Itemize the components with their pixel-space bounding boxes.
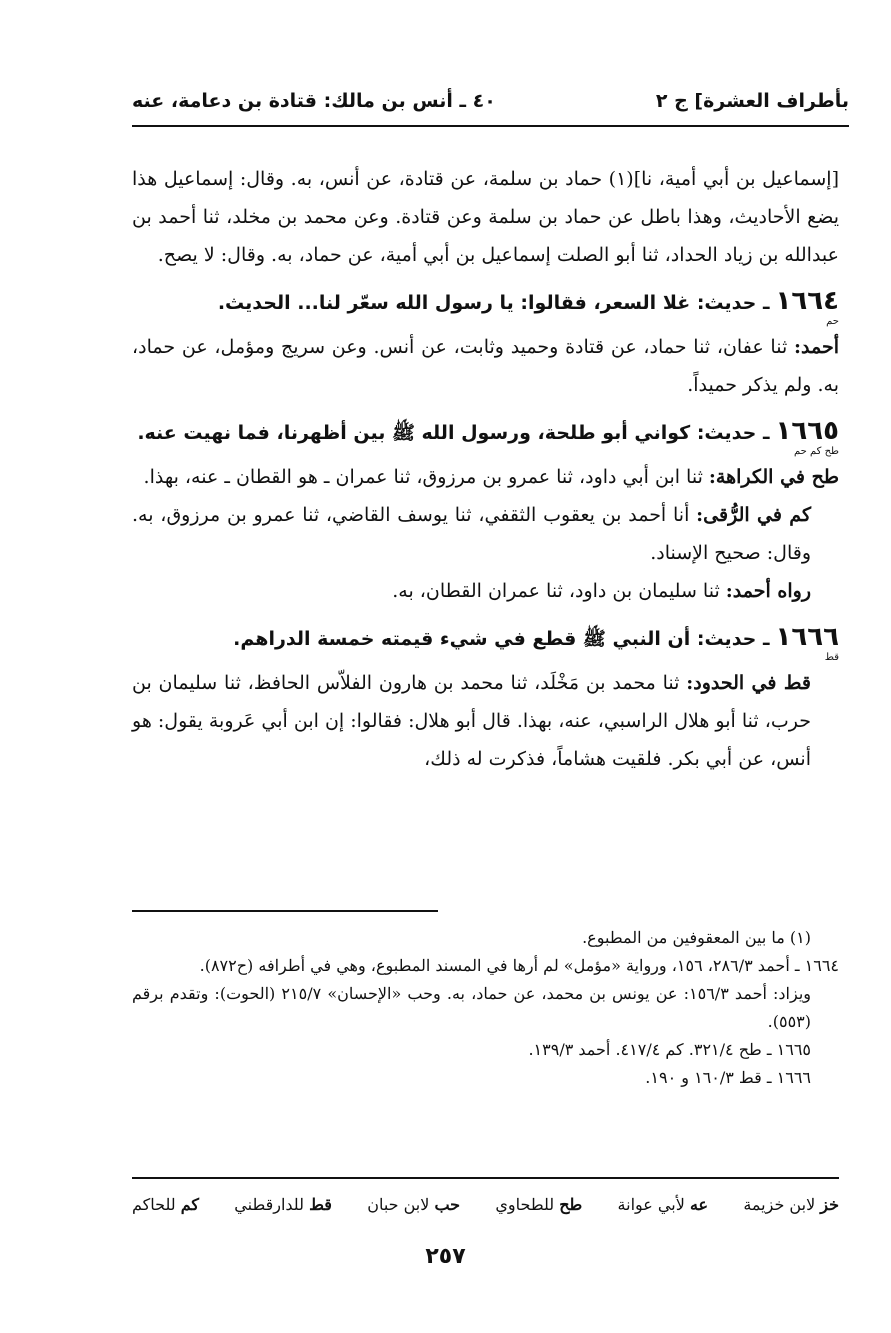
hadith-1666-source	[132, 664, 839, 778]
hadith-number: ١٦٦٦	[775, 622, 839, 652]
hadith-title: ـ حديث: أن النبي ﷺ قطع في شيء قيمته خمسة الدراهم.	[233, 628, 770, 650]
source-text: أنا أحمد بن يعقوب الثقفي، ثنا يوسف القاضي، ثنا عمرو بن مرزوق، به. وقال: صحيح الإسناد.	[132, 504, 811, 564]
hadith-number: ١٦٦٥	[775, 416, 839, 446]
source-text: ثنا عفان، ثنا حماد، عن قتادة وحميد وثابت، عن أنس. وعن سريج ومؤمل، عن حماد، به. ولم يذكر حميداً.	[132, 336, 839, 396]
hadith-title: ـ حديث: كواني أبو طلحة، ورسول الله ﷺ بين أظهرنا، فما نهيت عنه.	[137, 422, 770, 444]
header-book-title: بأطراف العشرة] ج ٢	[655, 90, 849, 112]
hadith-sigla: قط	[824, 652, 839, 663]
source-text: ثنا محمد بن مَخْلَد، ثنا محمد بن هارون الفلاّس الحافظ، ثنا سليمان بن حرب، ثنا أبو هلال الراسبي، عنه، بهذا. قال أبو هلال: فقالوا: إن ابن أبي عَروبة يقول: هو أنس، عن أبي بكر. فلقيت هشاماً، فذكرت له ذلك،	[132, 672, 811, 770]
abbreviation-item: حب لابن حبان	[367, 1195, 461, 1214]
hadith-sigla: حم	[826, 316, 839, 327]
hadith-1664-source	[132, 328, 839, 404]
abbreviation-item: خز لابن خزيمة	[743, 1195, 839, 1214]
footnote-1664-extra: ويزاد: أحمد ١٥٦/٣: عن يونس بن محمد، عن حماد، به. وحب «الإحسان» ٢١٥/٧ (الحوت): وتقدم برقم (٥٥٣).	[132, 984, 812, 1031]
source-label: طح في الكراهة:	[708, 466, 839, 488]
abbreviation-item: عه لأبي عوانة	[617, 1195, 709, 1214]
main-text	[132, 160, 839, 778]
abbreviation-item: كم للحاكم	[132, 1195, 199, 1214]
continuation-paragraph: [إسماعيل بن أبي أمية، نا](١) حماد بن سلمة، عن قتادة، عن أنس، به. وقال: إسماعيل هذا يضع الأحاديث، وهذا باطل عن حماد بن سلمة وعن قتادة. وعن محمد بن مخلد، ثنا أحمد بن عبدالله بن زياد الحداد، ثنا أبو الصلت إسماعيل بن أبي أمية، عن حماد، به. وقال: لا يصح.	[132, 168, 839, 266]
running-header	[132, 84, 849, 118]
hadith-1666-heading	[132, 618, 839, 658]
hadith-title: ـ حديث: غلا السعر، فقالوا: يا رسول الله سعّر لنا... الحديث.	[217, 292, 770, 314]
footnotes	[132, 924, 839, 1092]
footnote-1664: ١٦٦٤ ـ أحمد ٢٨٦/٣، ١٥٦، ورواية «مؤمل» لم أرها في المسند المطبوع، وهي في أطرافه (ح٨٧٢).	[199, 956, 839, 975]
source-label: أحمد:	[794, 336, 839, 358]
source-text: ثنا ابن أبي داود، ثنا عمرو بن مرزوق، ثنا عمران ـ هو القطان ـ عنه، بهذا.	[143, 466, 703, 488]
abbreviations-rule	[132, 1177, 839, 1179]
hadith-1665-source-3	[132, 572, 839, 610]
source-text: ثنا سليمان بن داود، ثنا عمران القطان، به.	[392, 580, 720, 602]
hadith-sigla: طح كم حم	[793, 446, 839, 457]
footnote-rule	[132, 910, 438, 912]
footnote-1665: ١٦٦٥ ـ طح ٣٢١/٤. كم ٤١٧/٤. أحمد ١٣٩/٣.	[528, 1040, 811, 1059]
hadith-1665-heading	[132, 412, 839, 452]
abbreviation-item: قط للدارقطني	[234, 1195, 332, 1214]
footnote-1: (١) ما بين المعقوفين من المطبوع.	[582, 928, 811, 947]
header-rule	[132, 125, 849, 127]
header-section-title: ٤٠ ـ أنس بن مالك: قتادة بن دعامة، عنه	[132, 90, 496, 112]
hadith-number: ١٦٦٤	[775, 286, 839, 316]
abbreviation-item: طح للطحاوي	[495, 1195, 583, 1214]
source-label: رواه أحمد:	[725, 580, 811, 602]
hadith-1665-source-2	[132, 496, 839, 572]
hadith-1665-source-1	[132, 458, 839, 496]
footnote-1666: ١٦٦٦ ـ قط ١٦٠/٣ و ١٩٠.	[645, 1068, 811, 1087]
source-label: كم في الرُّقى:	[696, 504, 811, 526]
hadith-1664-heading	[132, 282, 839, 322]
abbreviations-key	[132, 1190, 839, 1220]
source-label: قط في الحدود:	[686, 672, 811, 694]
page-number: ٢٥٧	[425, 1244, 466, 1269]
